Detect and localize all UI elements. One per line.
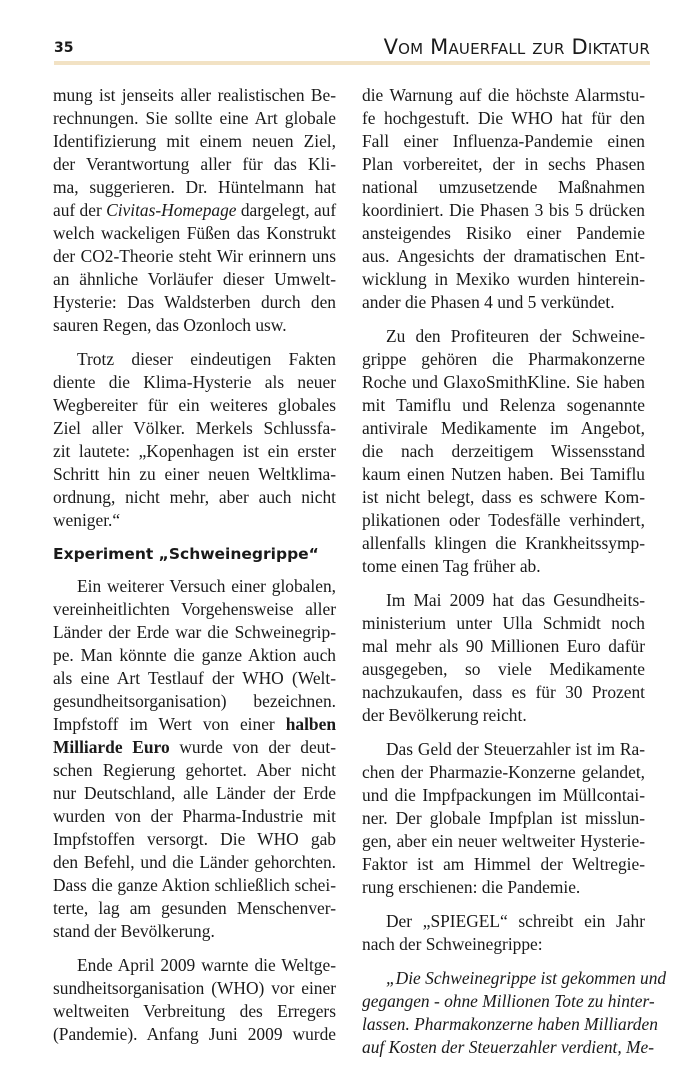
text-line: ma, suggerieren. Dr. Hüntelmann hat <box>53 177 336 197</box>
text-line: ner. Der globale Impfplan ist misslun- <box>362 808 645 828</box>
text-line: ausgegeben, so viele Medikamente <box>362 659 645 679</box>
text-line: Im Mai 2009 hat das Gesundheits- <box>386 590 645 610</box>
text-run: auf der <box>53 200 107 220</box>
quote-line: gegangen - ohne Millionen Tote zu hinter- <box>362 991 655 1011</box>
paragraph-pandemic-phases <box>362 84 645 314</box>
text-line: Ein weiterer Versuch einer globalen, <box>77 576 336 596</box>
text-line <box>53 199 336 222</box>
text-line: Wegbereiter für ein weiteres globales <box>53 395 336 415</box>
text-line: Das Geld der Steuerzahler ist im Ra- <box>386 739 645 759</box>
text-line: kaum einen Nutzen haben. Bei Tamiflu <box>362 464 645 484</box>
text-line: Trotz dieser eindeutigen Fakten <box>77 349 336 369</box>
text-line: als eine Art Testlauf der WHO (Welt- <box>53 668 336 688</box>
text-line: Fall einer Influenza-Pandemie einen <box>362 131 645 151</box>
emphasized-homepage-name: Civitas-Homepage <box>106 200 237 220</box>
text-run: Impfstoff im Wert von einer <box>53 714 286 734</box>
text-line: national umzusetzende Maßnahmen <box>362 177 645 197</box>
text-line: wurden von der Pharma-Industrie mit <box>53 806 336 826</box>
spiegel-quote <box>362 967 667 1059</box>
text-line: Zu den Profiteuren der Schweine- <box>386 326 645 346</box>
text-line: chen der Pharmazie-Konzerne gelandet, <box>362 762 645 782</box>
text-line: ministerium unter Ulla Schmidt noch <box>362 613 645 633</box>
text-line: wicklung in Mexiko wurden hinterein- <box>362 269 645 289</box>
text-line <box>53 713 336 736</box>
text-line: Identifizierung mit einem neuen Ziel, <box>53 131 336 151</box>
text-line: Impfstoffen versorgt. Die WHO gab <box>53 829 336 849</box>
text-line: zit lautete: „Kopenhagen ist ein erster <box>53 441 336 461</box>
text-line: weniger.“ <box>53 510 121 530</box>
text-line: Dass die ganze Aktion schließlich schei- <box>53 875 336 895</box>
text-line: nach der Schweinegrippe: <box>362 934 543 954</box>
text-line: schen Regierung gehortet. Aber nicht <box>53 760 336 780</box>
text-line: diente die Klima-Hysterie als neuer <box>53 372 336 392</box>
quote-line: auf Kosten der Steuerzahler verdient, Me- <box>362 1037 655 1057</box>
paragraph-who-warning <box>53 954 336 1046</box>
text-line: ordnung, nicht mehr, aber auch nicht <box>53 487 336 507</box>
text-line: fe hochgestuft. Die WHO hat für den <box>362 108 645 128</box>
paragraph-profiteers <box>362 325 645 578</box>
text-line: Der „SPIEGEL“ schreibt ein Jahr <box>386 911 645 931</box>
running-title: Vom Mauerfall zur Diktatur <box>383 35 650 59</box>
text-line <box>53 736 336 759</box>
paragraph-health-ministry <box>362 589 645 727</box>
paragraph-climate-hysteria <box>53 84 336 337</box>
page-number: 35 <box>54 40 74 56</box>
paragraph-spiegel-intro <box>362 910 645 956</box>
text-line: welch wackeligen Füßen das Konstrukt <box>53 223 336 243</box>
text-line: den Befehl, und die Länder gehorchten. <box>53 852 336 872</box>
text-line: grippe gehören die Pharmakonzerne <box>362 349 645 369</box>
left-column <box>53 84 336 1057</box>
text-line: nur Deutschland, alle Länder der Erde <box>53 783 336 803</box>
text-line: Schritt hin zu einer neuen Weltklima- <box>53 464 336 484</box>
text-line: ist nicht belegt, dass es schwere Kom- <box>362 487 645 507</box>
text-line: der Verantwortung aller für das Kli- <box>53 154 336 174</box>
quote-line: lassen. Pharmakonzerne haben Milliarden <box>362 1014 658 1034</box>
text-line: sundheitsorganisation (WHO) vor einer <box>53 978 336 998</box>
paragraph-copenhagen <box>53 348 336 532</box>
text-line: ansteigendes Risiko einer Pandemie <box>362 223 645 243</box>
section-heading: Experiment „Schweinegrippe“ <box>53 545 319 563</box>
paragraph-taxpayer-money <box>362 738 645 899</box>
header-rule <box>54 61 650 65</box>
text-line: Länder der Erde war die Schweinegrip- <box>53 622 336 642</box>
text-run: dargelegt, auf <box>236 200 337 220</box>
text-line: rung erschienen: die Pandemie. <box>362 877 581 897</box>
text-line: Roche und GlaxoSmithKline. Sie haben <box>362 372 645 392</box>
text-line: plikationen oder Todesfälle verhindert, <box>362 510 645 530</box>
text-line: und die Impfpackungen im Müllcontai- <box>362 785 645 805</box>
bold-amount: Milliarde Euro <box>53 737 170 757</box>
text-line: koordiniert. Die Phasen 3 bis 5 drücken <box>362 200 645 220</box>
text-line: vereinheitlichten Vorgehensweise aller <box>53 599 336 619</box>
text-line: die nach derzeitigem Wissensstand <box>362 441 645 461</box>
text-line: mung ist jenseits aller realistischen Be- <box>53 85 336 105</box>
text-line: gen, aber ein neuer weltweiter Hysterie- <box>362 831 645 851</box>
text-line: nachzukaufen, dass es für 30 Prozent <box>362 682 645 702</box>
text-line: an ähnliche Vorläufer dieser Umwelt- <box>53 269 336 289</box>
text-line: mal mehr als 90 Millionen Euro dafür <box>362 636 645 656</box>
text-line: Ende April 2009 warnte die Weltge- <box>77 955 336 975</box>
text-line: terte, lag am gesunden Menschenver- <box>53 898 336 918</box>
text-line: rechnungen. Sie sollte eine Art globale <box>53 108 336 128</box>
bold-amount: halben <box>285 714 336 734</box>
text-line: aus. Angesichts der dramatischen Ent- <box>362 246 645 266</box>
text-line: ander die Phasen 4 und 5 verkündet. <box>362 292 615 312</box>
text-line: Ziel aller Völker. Merkels Schlussfa- <box>53 418 336 438</box>
text-line: stand der Bevölkerung. <box>53 921 215 941</box>
text-line: tome einen Tag früher ab. <box>362 556 541 576</box>
text-line: Faktor ist am Himmel der Weltregie- <box>362 854 645 874</box>
text-line: der Bevölkerung reicht. <box>362 705 527 725</box>
text-run: wurde von der deut- <box>169 737 337 757</box>
text-line: mit Tamiflu und Relenza sogenannte <box>362 395 645 415</box>
text-line: der CO2-Theorie steht Wir erinnern uns <box>53 246 336 266</box>
text-line: antivirale Medikamente im Angebot, <box>362 418 645 438</box>
text-line: weltweiten Verbreitung des Erregers <box>53 1001 336 1021</box>
quote-line: „Die Schweinegrippe ist gekommen und <box>386 968 667 988</box>
text-line: gesundheitsorganisation) bezeichnen. <box>53 691 336 711</box>
text-line: allenfalls klingen die Krankheitssymp- <box>362 533 645 553</box>
text-line: Plan vorbereitet, der in sechs Phasen <box>362 154 645 174</box>
right-column <box>362 84 667 1070</box>
text-line: Hysterie: Das Waldsterben durch den <box>53 292 336 312</box>
text-line: (Pandemie). Anfang Juni 2009 wurde <box>53 1024 336 1044</box>
text-line: pe. Man könnte die ganze Aktion auch <box>53 645 336 665</box>
page-header <box>54 28 650 62</box>
text-line: die Warnung auf die höchste Alarmstu- <box>362 85 645 105</box>
text-line: sauren Regen, das Ozonloch usw. <box>53 315 287 335</box>
paragraph-swine-flu <box>53 575 336 943</box>
